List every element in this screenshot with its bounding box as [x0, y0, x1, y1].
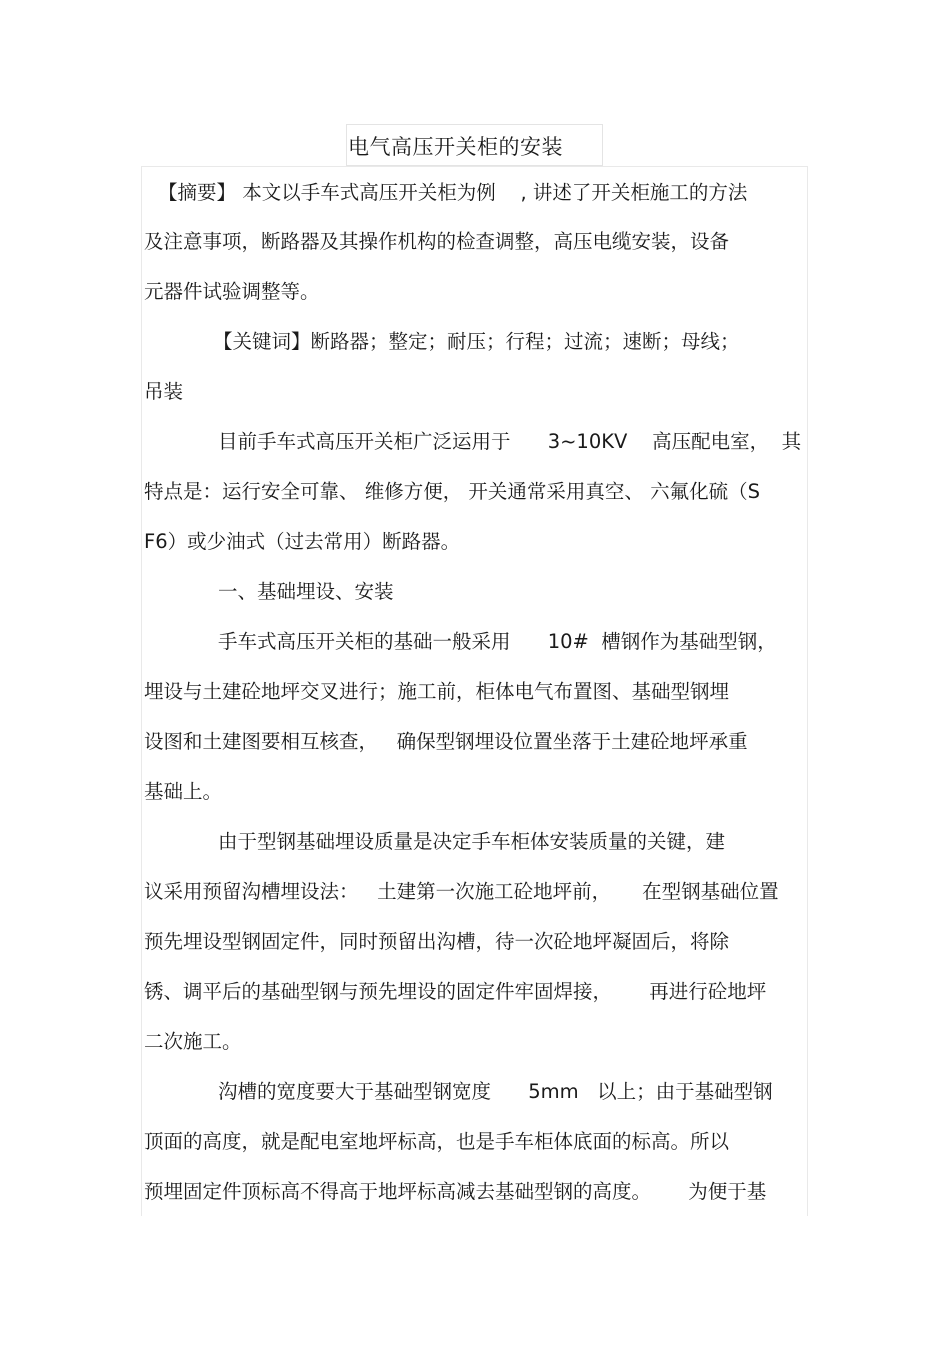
paragraph-line: 沟槽的宽度要大于基础型钢宽度 5mm 以上；由于基础型钢: [218, 1080, 773, 1103]
paragraph-line: 【关键词】断路器；整定；耐压；行程；过流；速断；母线；: [213, 330, 740, 353]
paragraph-line: 二次施工。: [144, 1030, 242, 1053]
paragraph-line: 顶面的高度，就是配电室地坪标高，也是手车柜体底面的标高。所以: [144, 1130, 730, 1153]
paragraph-line: 目前手车式高压开关柜广泛运用于 3~10KV 高压配电室， 其: [218, 430, 802, 453]
frame-divider: [141, 166, 142, 1216]
frame-divider: [141, 166, 808, 167]
paragraph-line: 及注意事项，断路器及其操作机构的检查调整，高压电缆安装，设备: [144, 230, 730, 253]
paragraph-line: 锈、调平后的基础型钢与预先埋设的固定件牢固焊接， 再进行砼地坪: [144, 980, 767, 1003]
paragraph-line: F6）或少油式（过去常用）断路器。: [144, 530, 461, 553]
frame-divider: [807, 166, 808, 1216]
paragraph-line: 基础上。: [144, 780, 223, 803]
paragraph-line: 手车式高压开关柜的基础一般采用 10# 槽钢作为基础型钢，: [218, 630, 777, 653]
paragraph-line: 预先埋设型钢固定件，同时预留出沟槽，待一次砼地坪凝固后，将除: [144, 930, 730, 953]
paragraph-line: 预埋固定件顶标高不得高于地坪标高减去基础型钢的高度。 为便于基: [144, 1180, 767, 1203]
paragraph-line: 议采用预留沟槽埋设法： 土建第一次施工砼地坪前， 在型钢基础位置: [144, 880, 779, 903]
paragraph-line: 由于型钢基础埋设质量是决定手车柜体安装质量的关键，建: [218, 830, 726, 853]
paragraph-line: 吊装: [144, 380, 184, 403]
paragraph-line: 【摘要】 本文以手车式高压开关柜为例 , 讲述了开关柜施工的方法: [158, 181, 748, 204]
paragraph-line: 埋设与土建砼地坪交叉进行；施工前，柜体电气布置图、基础型钢埋: [144, 680, 730, 703]
document-title: 电气高压开关柜的安装: [348, 135, 563, 159]
paragraph-line: 设图和土建图要相互核查， 确保型钢埋设位置坐落于土建砼地坪承重: [144, 730, 748, 753]
section-heading: 一、基础埋设、安装: [218, 580, 394, 603]
paragraph-line: 特点是：运行安全可靠、 维修方便， 开关通常采用真空、 六氟化硫（S: [144, 480, 760, 503]
paragraph-line: 元器件试验调整等。: [144, 280, 320, 303]
